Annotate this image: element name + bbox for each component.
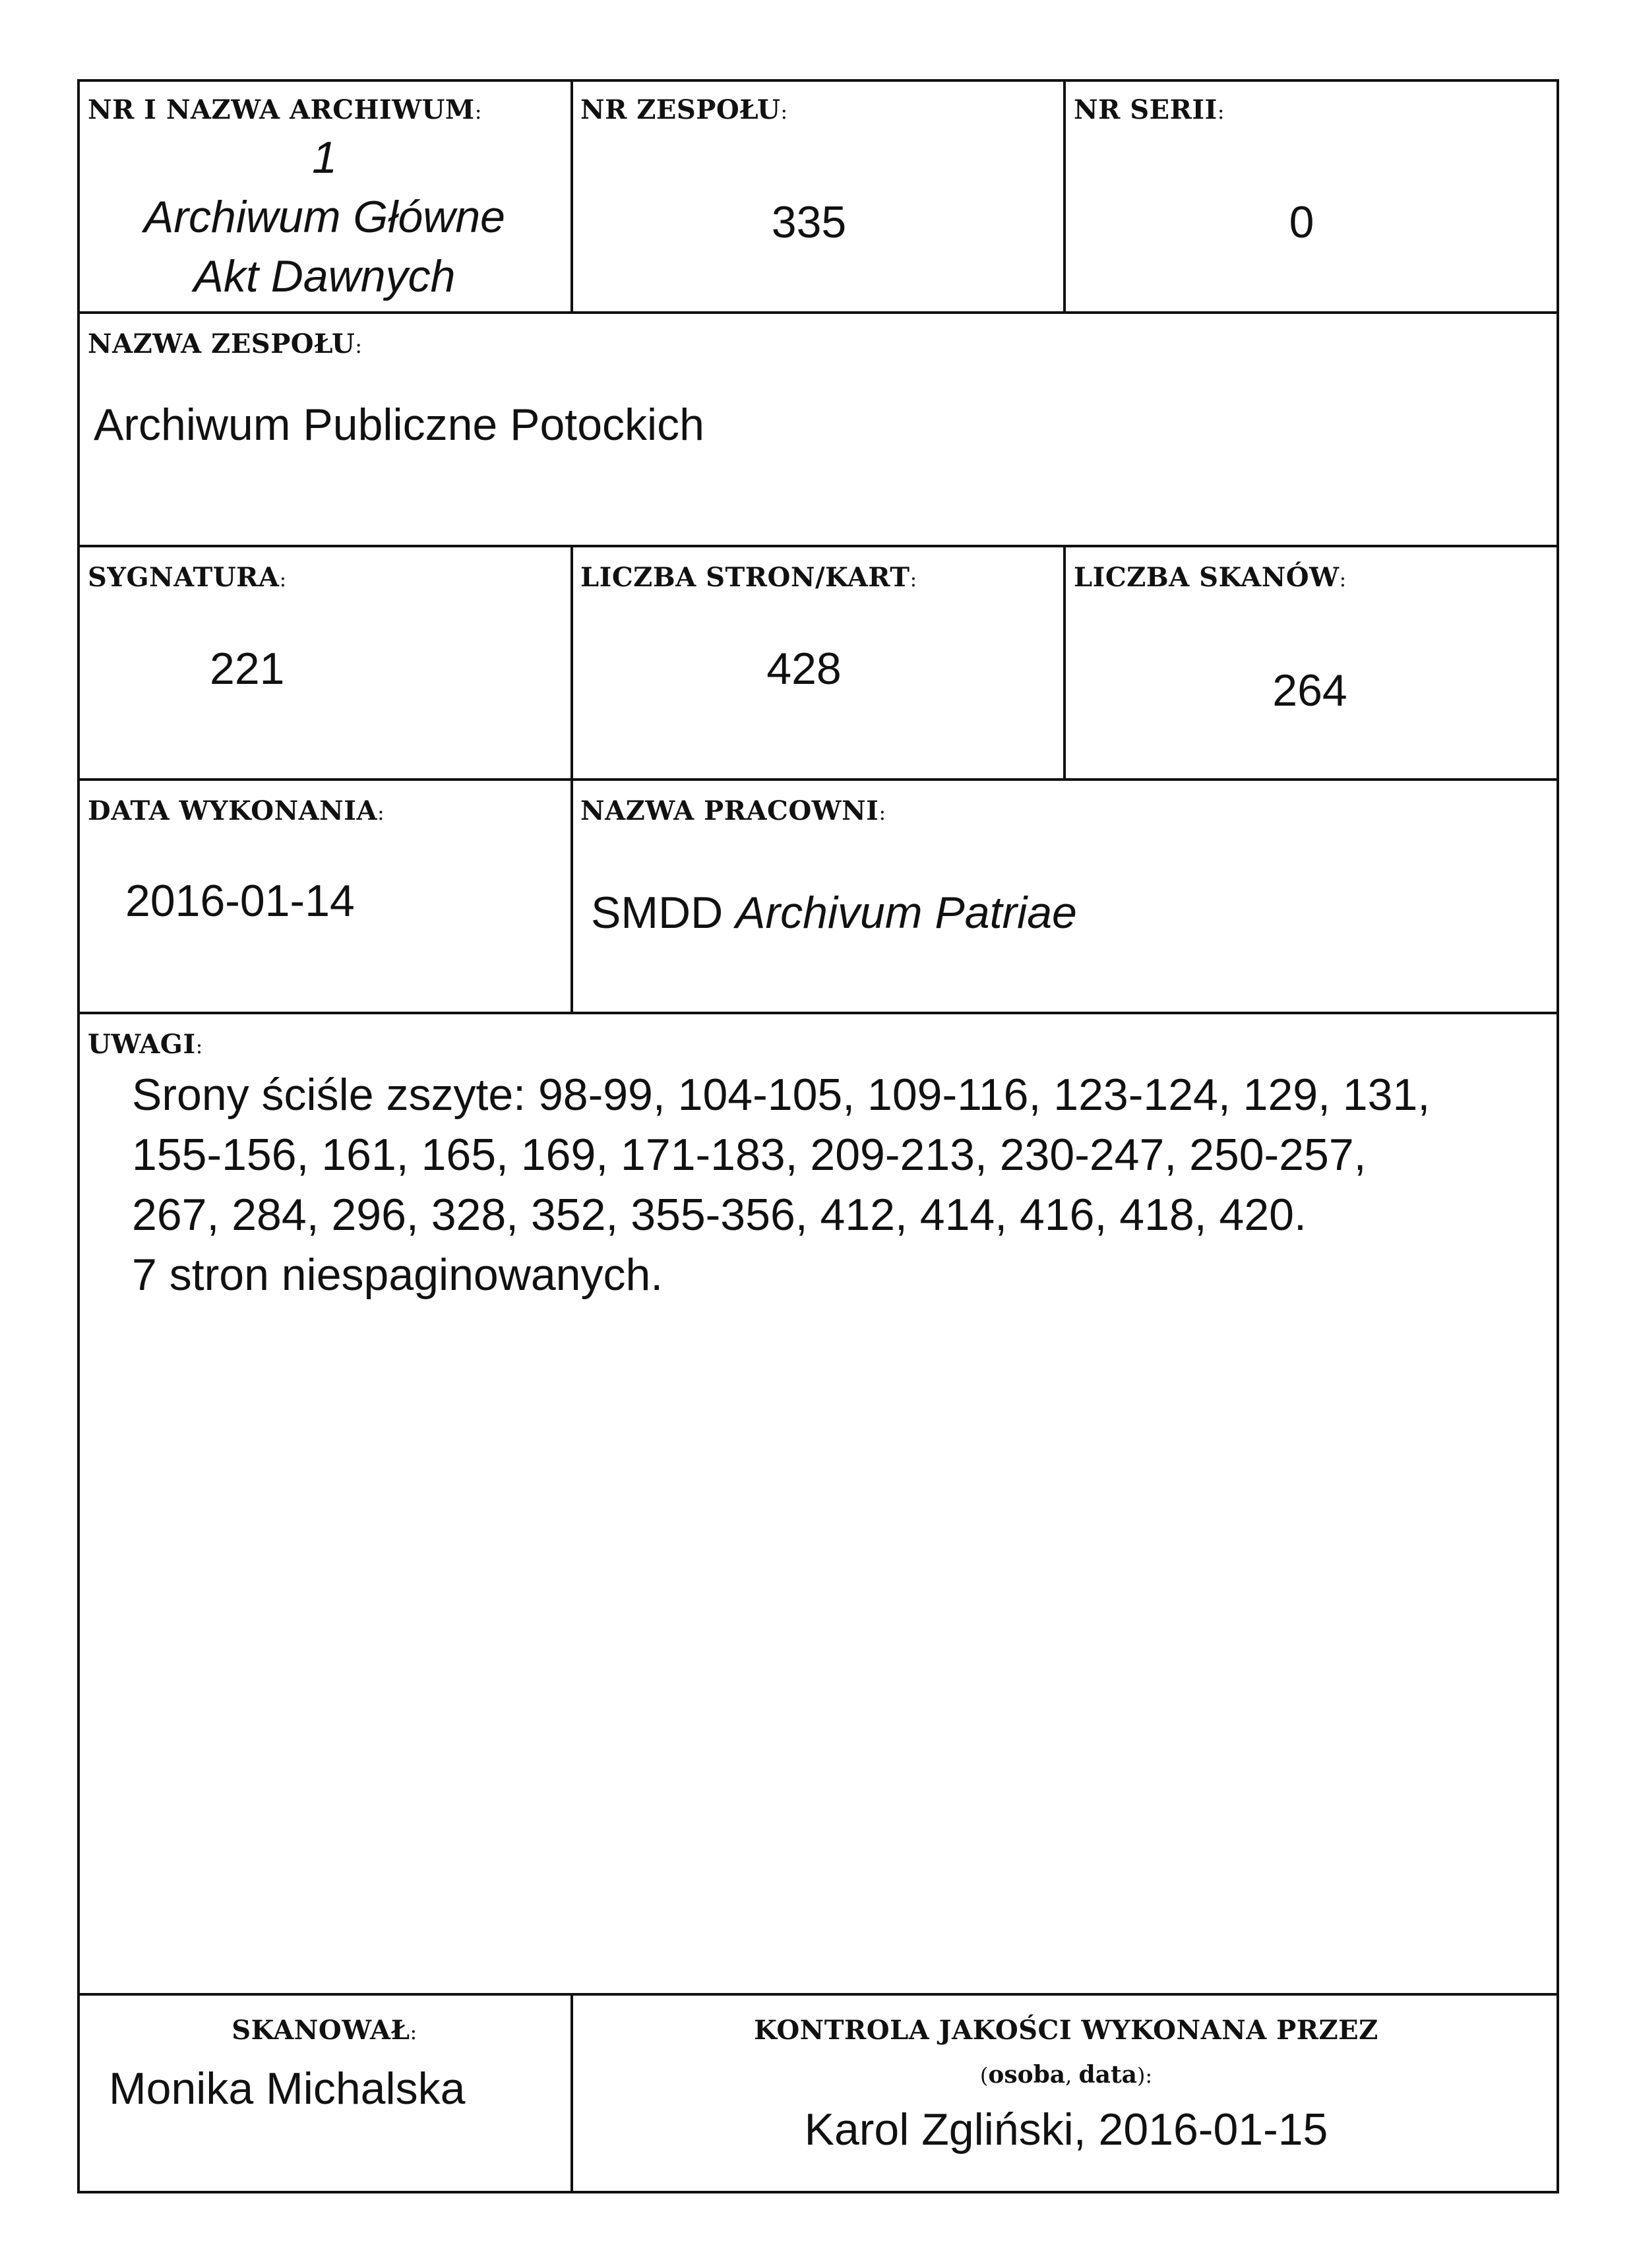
fonds-name-value: Archiwum Publiczne Potockich (94, 400, 704, 450)
column-divider (1063, 545, 1066, 780)
remarks-line: 155-156, 161, 165, 169, 171-183, 209-213, 230-247, 250-257, (132, 1130, 1367, 1180)
quality-control-label: KONTROLA JAKOŚCI WYKONANA PRZEZ (754, 2015, 1378, 2046)
series-number-value: 0 (1289, 197, 1314, 247)
fonds-name-label: NAZWA ZESPOŁU: (88, 328, 363, 359)
signature-value: 221 (210, 644, 285, 694)
execution-date-label: DATA WYKONANIA: (88, 795, 385, 826)
row-divider (77, 545, 1559, 547)
execution-date-value: 2016-01-14 (125, 876, 355, 926)
quality-control-value: Karol Zgliński, 2016-01-15 (804, 2104, 1328, 2155)
remarks-label: UWAGI: (88, 1029, 203, 1060)
workshop-label: NAZWA PRACOWNI: (580, 795, 886, 826)
archive-label: NR I NAZWA ARCHIWUM: (88, 94, 482, 125)
scanned-by-label: SKANOWAŁ: (231, 2015, 417, 2046)
archive-name-line1: Archiwum Główne (144, 192, 505, 242)
remarks-text (132, 1065, 1517, 1305)
archive-number: 1 (312, 133, 337, 183)
archive-name-line2: Akt Dawnych (193, 251, 456, 301)
workshop-acronym: SMDD (591, 888, 724, 938)
quality-control-sublabel: (osoba, data): (979, 2061, 1153, 2089)
page-count-label: LICZBA STRON/KART: (580, 562, 917, 593)
workshop-value (591, 887, 1077, 938)
series-number-label: NR SERII: (1074, 94, 1225, 125)
scan-count-value: 264 (1272, 665, 1347, 716)
remarks-line: 267, 284, 296, 328, 352, 355-356, 412, 414, 416, 418, 420. (132, 1190, 1307, 1240)
remarks-line: Srony ściśle zszyte: 98-99, 104-105, 109-116, 123-124, 129, 131, (132, 1070, 1431, 1120)
signature-label: SYGNATURA: (88, 562, 287, 593)
scan-count-label: LICZBA SKANÓW: (1074, 562, 1347, 593)
column-divider (571, 778, 573, 1013)
remarks-line: 7 stron niespaginowanych. (132, 1250, 663, 1300)
row-divider (77, 778, 1559, 781)
scanned-by-value: Monika Michalska (109, 2064, 466, 2114)
row-divider (77, 1993, 1559, 1996)
page-count-value: 428 (766, 644, 842, 694)
workshop-name: Archivum Patriae (735, 888, 1077, 938)
fonds-number-value: 335 (771, 197, 847, 247)
fonds-number-label: NR ZESPOŁU: (580, 94, 788, 125)
row-divider (77, 1012, 1559, 1014)
row-divider (77, 311, 1559, 314)
column-divider (1063, 79, 1066, 313)
